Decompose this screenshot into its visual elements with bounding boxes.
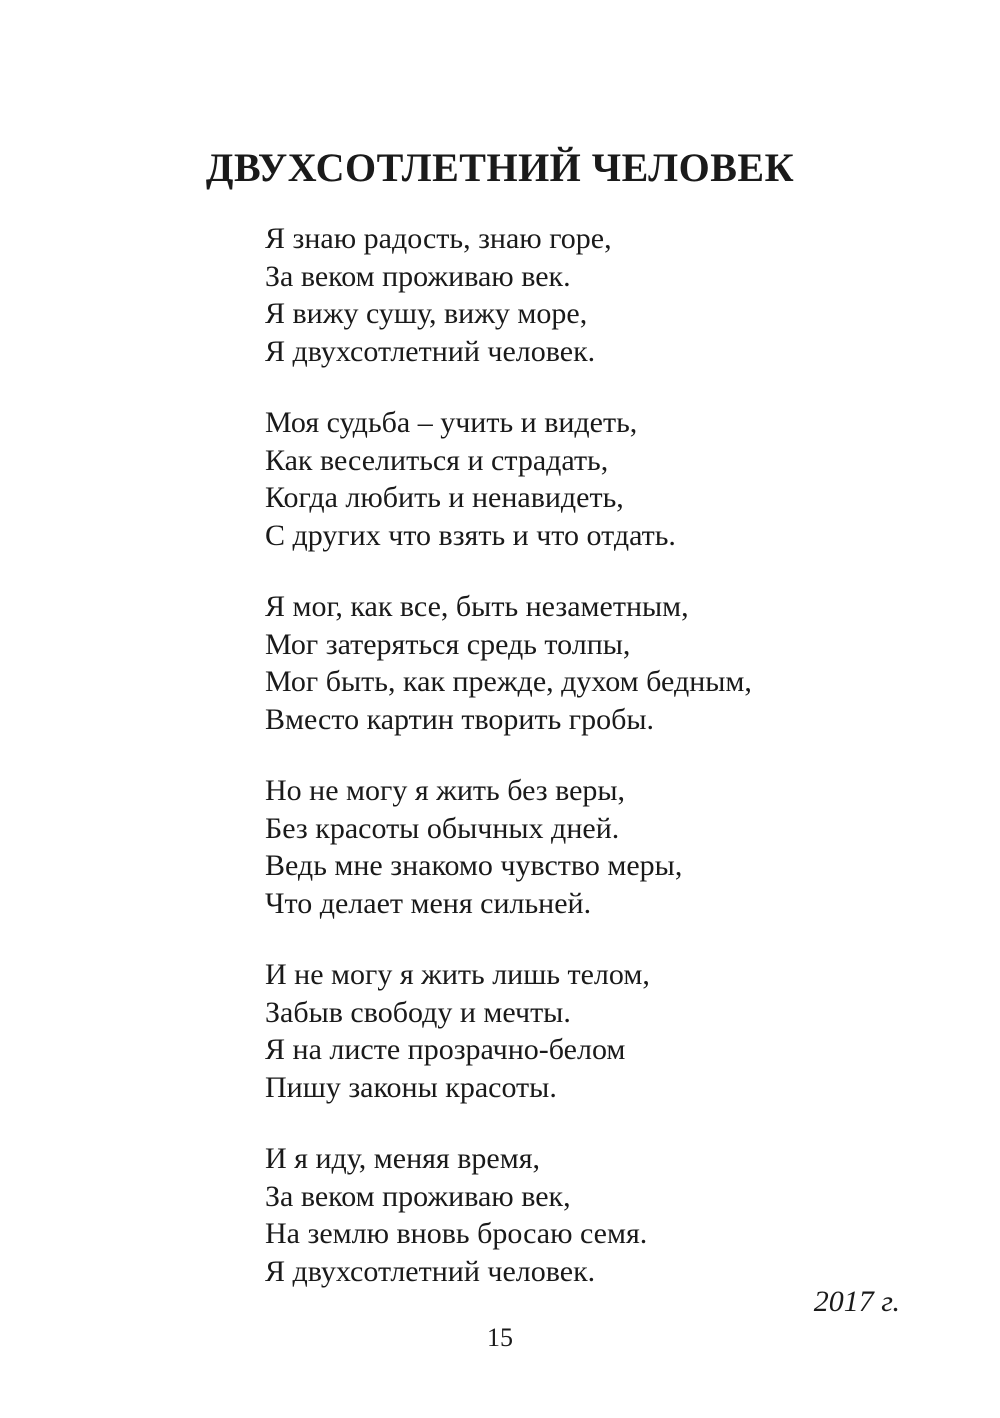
poem-line: Я двухсотлетний человек.	[265, 334, 596, 368]
poem-line: Когда любить и ненавидеть,	[265, 481, 624, 514]
poem-line: Что делает меня сильней.	[265, 886, 592, 920]
poem-line: Я вижу сушу, вижу море,	[265, 297, 588, 330]
poem-line: С других что взять и что отдать.	[265, 518, 676, 552]
poem-line: Моя судьба – учить и видеть,	[265, 406, 638, 439]
poem-line: Я двухсотлетний человек.	[265, 1254, 596, 1288]
poem-line: И я иду, меняя время,	[265, 1142, 540, 1175]
poem-line: Вместо картин творить гробы.	[265, 702, 654, 736]
poem-title: ДВУХСОТЛЕТНИЙ ЧЕЛОВЕК	[205, 145, 795, 190]
poem-line: Ведь мне знакомо чувство меры,	[265, 849, 683, 882]
page-number: 15	[487, 1323, 513, 1352]
poem-line: И не могу я жить лишь телом,	[265, 958, 650, 991]
poem-line: За веком проживаю век,	[265, 1179, 571, 1213]
poem-line: Пишу законы красоты.	[265, 1070, 557, 1104]
stanza	[265, 1140, 905, 1290]
poem-line: За веком проживаю век.	[265, 259, 571, 293]
stanza	[265, 772, 905, 922]
poem-date: 2017 г.	[813, 1285, 900, 1318]
stanza	[265, 588, 905, 738]
poem-line: Я мог, как все, быть незаметным,	[265, 590, 689, 623]
poem-line: Мог затеряться средь толпы,	[265, 627, 631, 661]
stanza	[265, 404, 905, 554]
poem-line: Забыв свободу и мечты.	[265, 995, 571, 1029]
stanza	[265, 220, 905, 370]
poem-line: Я на листе прозрачно-белом	[265, 1033, 626, 1066]
poem-line: Но не могу я жить без веры,	[265, 774, 626, 807]
stanza	[265, 956, 905, 1106]
poem-line: Мог быть, как прежде, духом бедным,	[265, 665, 752, 698]
poem-line: Без красоты обычных дней.	[265, 811, 620, 845]
poem-body	[265, 220, 905, 1324]
poem-line: На землю вновь бросаю семя.	[265, 1217, 648, 1250]
poem-line: Я знаю радость, знаю горе,	[265, 222, 612, 255]
poem-line: Как веселиться и страдать,	[265, 443, 609, 477]
